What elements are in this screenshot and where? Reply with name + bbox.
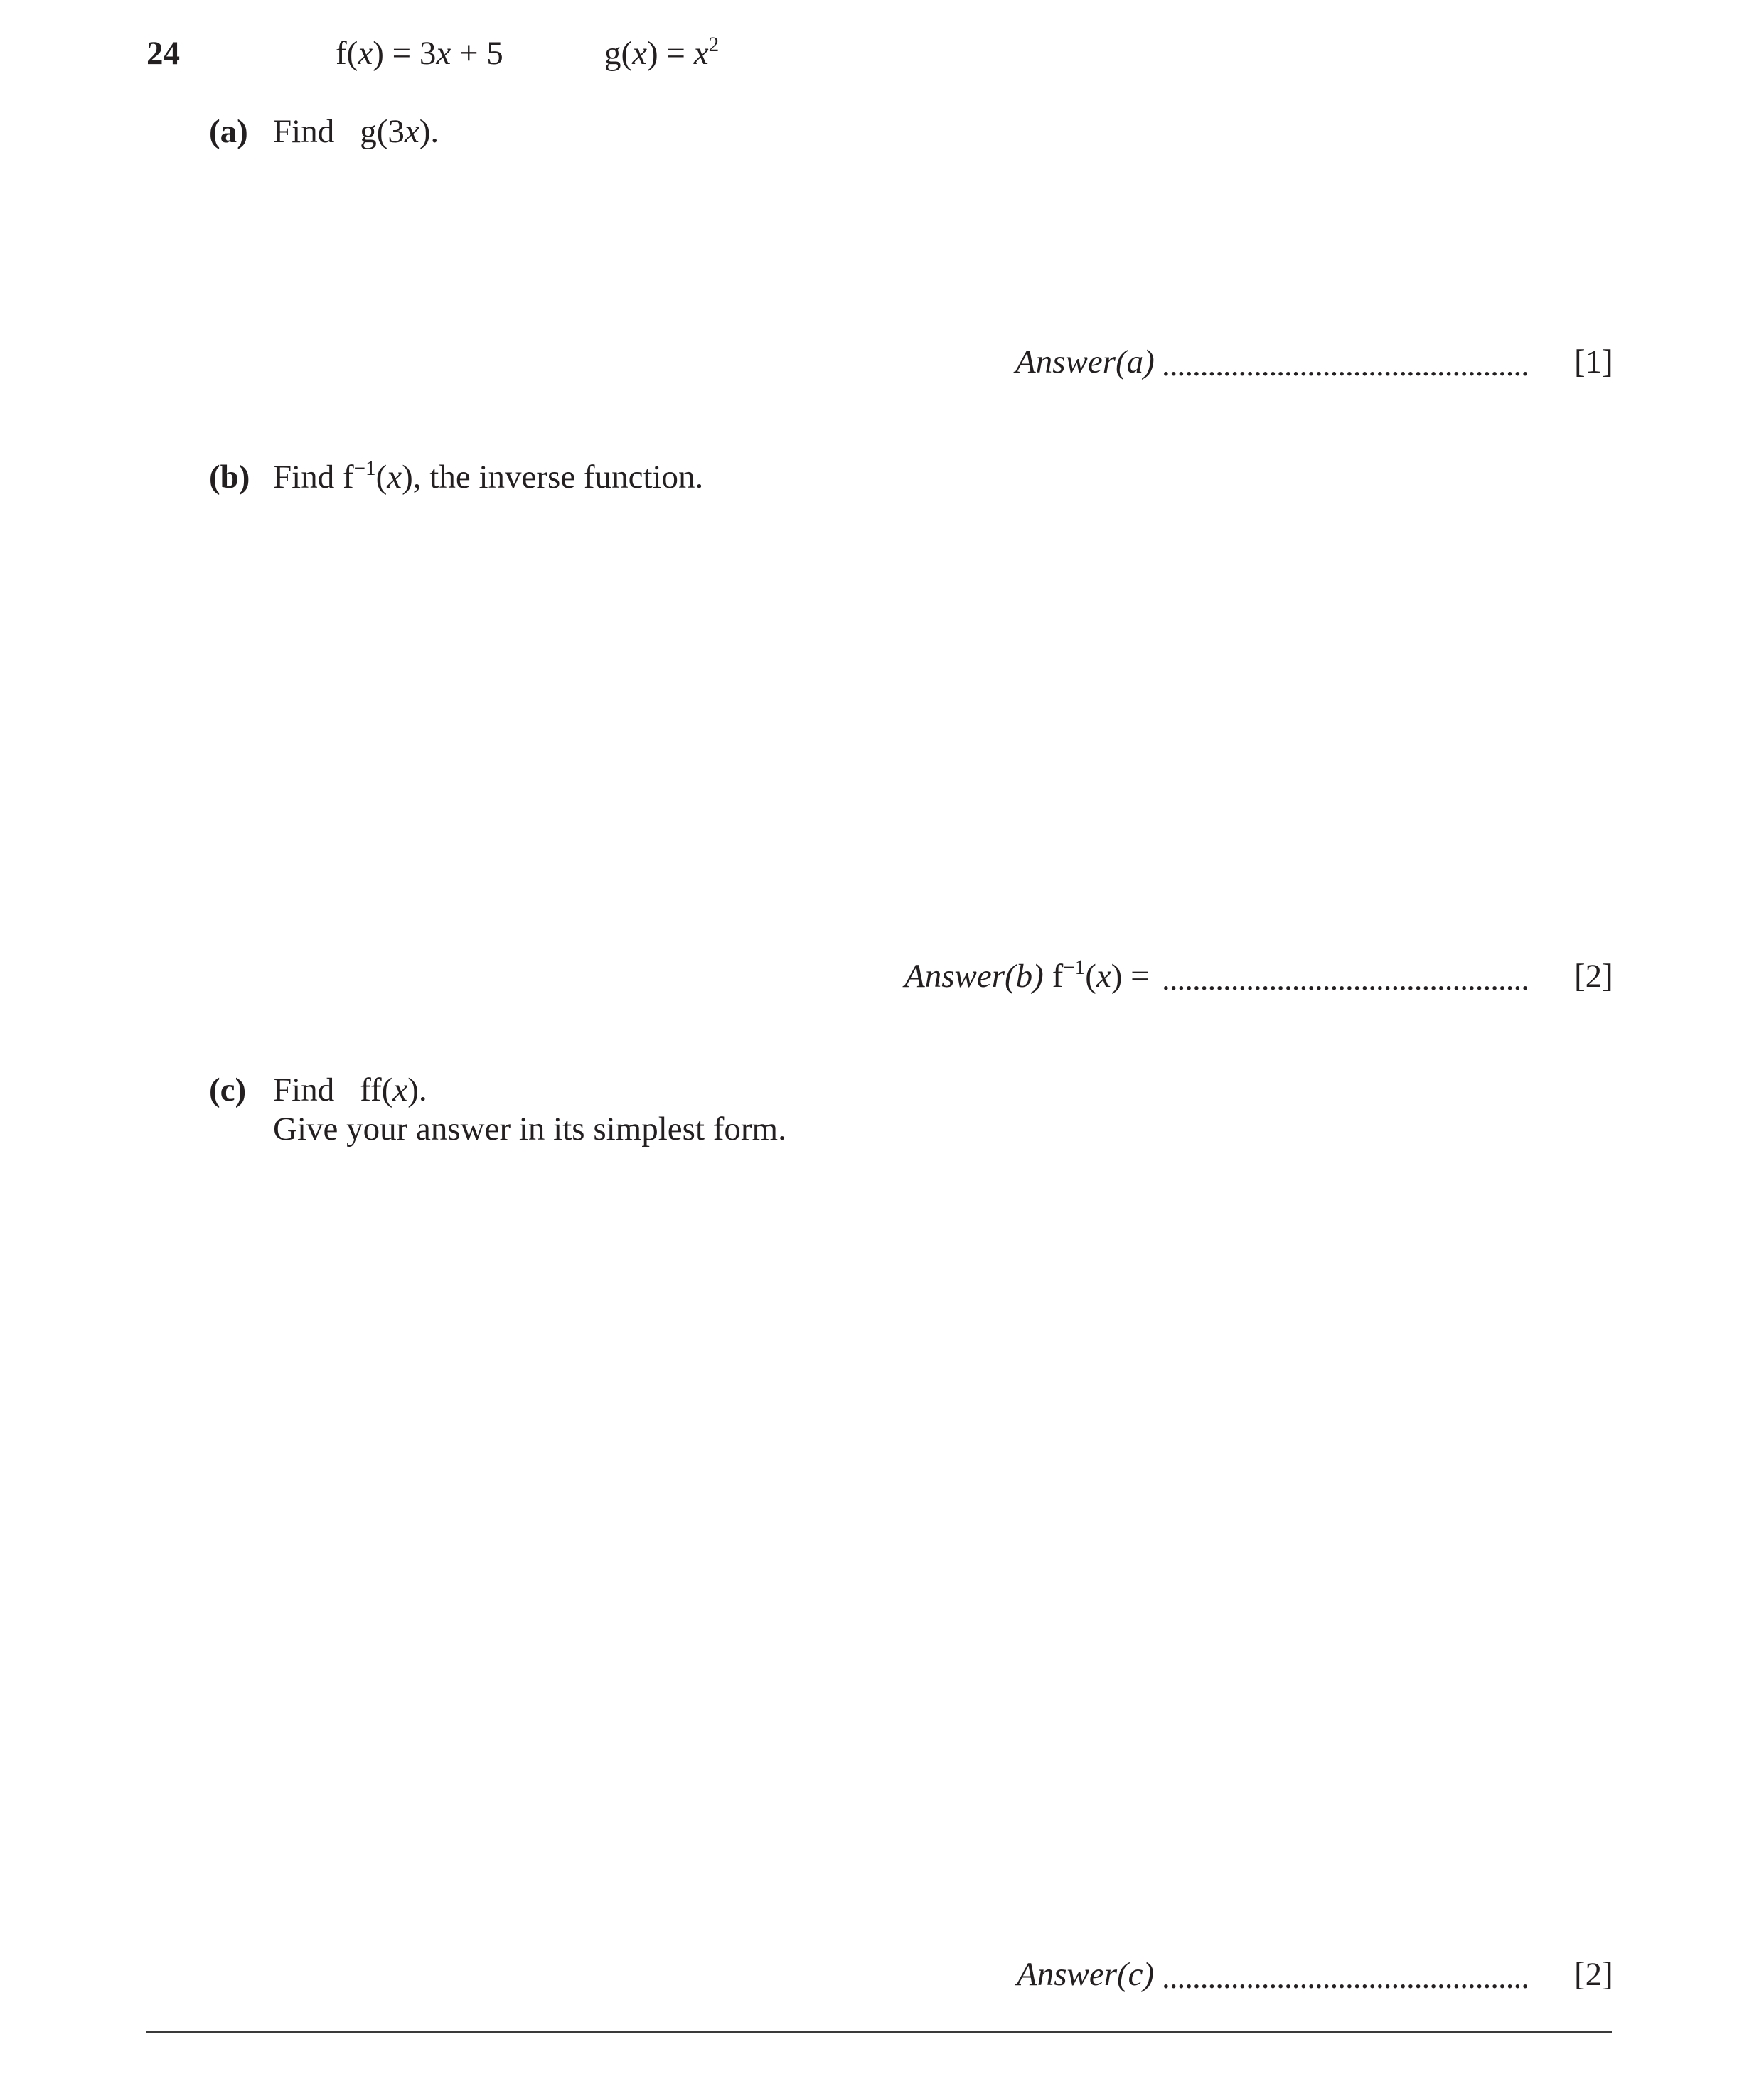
part-c-prompt [273,1071,427,1108]
part-a-expr-post: ). [419,113,439,150]
f-def-lhs: f( [336,35,358,72]
part-c-label: (c) [209,1071,247,1108]
answer-b-label: Answer(b) [904,958,1044,995]
answer-b-line[interactable]: ................................................ [1162,961,1529,998]
part-b-expr-post: ), the inverse function. [402,459,704,496]
g-def-var2: x [693,35,709,72]
part-c-expr-var: x [392,1071,408,1108]
part-c-expr-post: ). [407,1071,427,1108]
part-a-prompt [273,115,439,149]
f-definition [336,37,503,70]
part-b-expr-var: x [387,459,402,496]
answer-b-post: ) = [1111,958,1150,995]
answer-b-var: x [1096,958,1111,995]
answer-a-label: Answer(a) [1015,343,1155,380]
answer-b-marks: [2] [1574,958,1613,995]
answer-c-marks: [2] [1574,1956,1613,1993]
part-a-find: Find [273,113,335,150]
g-def-var: x [632,35,648,72]
page-bottom-rule [146,2031,1612,2033]
part-c-expr-pre: ff( [360,1071,393,1108]
answer-b-f: f [1043,958,1064,995]
answer-c-label: Answer(c) [1017,1956,1155,1993]
answer-b-label-group [904,956,1150,995]
g-definition [604,33,720,72]
part-b-find: Find f [273,459,354,496]
f-def-rhs: + 5 [451,35,503,72]
answer-a-line[interactable]: ................................................ [1162,346,1529,383]
part-b-prompt [273,456,704,496]
g-def-mid: ) = [647,35,694,72]
g-def-lhs: g( [604,35,633,72]
f-def-var: x [358,35,373,72]
answer-b-exponent: −1 [1063,956,1086,979]
part-b-label: (b) [209,459,250,496]
part-c-find: Find [273,1071,335,1108]
part-a-expr-pre: g(3 [360,113,405,150]
answer-b-pre: ( [1085,958,1096,995]
f-def-mid: ) = 3 [373,35,437,72]
part-a-expr-var: x [404,113,419,150]
g-def-exponent: 2 [708,33,720,56]
answer-c-line[interactable]: ................................................ [1162,1959,1529,1996]
part-b-expr-pre: ( [375,459,387,496]
part-b-exponent: −1 [353,456,376,480]
part-c-instruction: Give your answer in its simplest form. [273,1111,786,1148]
part-a-label: (a) [209,113,248,150]
answer-a-marks: [1] [1574,343,1613,380]
question-number: 24 [146,35,180,72]
f-def-var2: x [436,35,451,72]
